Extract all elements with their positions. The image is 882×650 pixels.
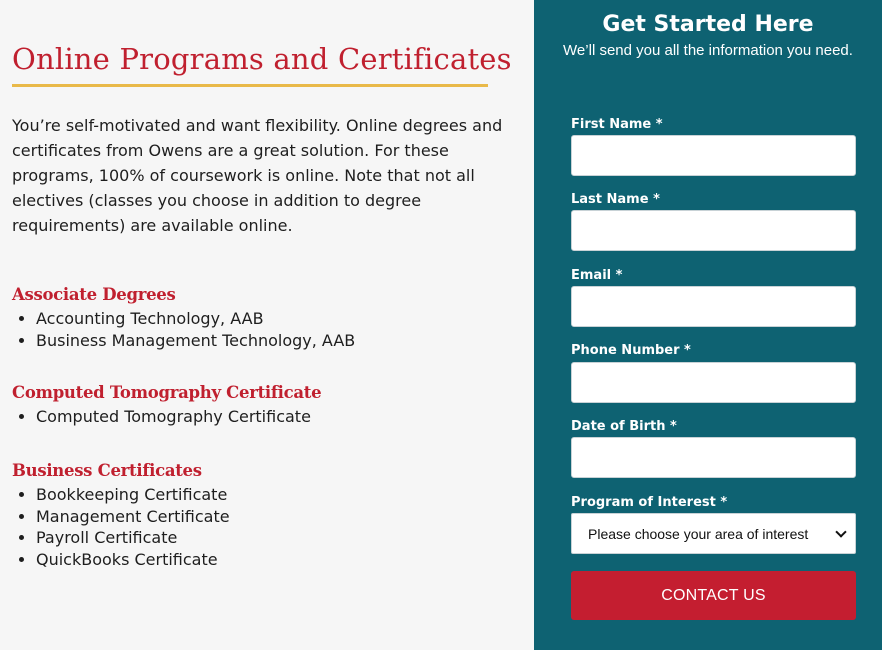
- last-name-field[interactable]: [571, 210, 856, 251]
- program-item-label: Business Management Technology, AAB: [36, 330, 356, 350]
- program-of-interest-label: Program of Interest *: [571, 495, 728, 510]
- title-underline: [12, 84, 488, 87]
- page-title: Online Programs and Certificates: [12, 42, 512, 76]
- date-of-birth-field[interactable]: [571, 437, 856, 478]
- computed-tomography-list: [12, 406, 311, 428]
- first-name-label: First Name *: [571, 117, 663, 132]
- program-item-label: Accounting Technology, AAB: [36, 309, 264, 328]
- list-item: [36, 484, 230, 506]
- email-field[interactable]: [571, 286, 856, 327]
- associate-degrees-list: [12, 308, 355, 351]
- program-item-label: Bookkeeping Certificate: [36, 485, 228, 504]
- program-item-label: Payroll Certificate: [36, 528, 178, 547]
- contact-form-panel: [534, 0, 882, 650]
- section-heading-business-certificates: Business Certificates: [12, 461, 202, 480]
- list-item: [36, 308, 355, 330]
- last-name-label: Last Name *: [571, 192, 660, 207]
- form-subtitle: We’ll send you all the information you need.: [563, 42, 853, 59]
- contact-us-button[interactable]: CONTACT US: [571, 571, 856, 620]
- business-certificates-list: [12, 484, 230, 570]
- email-label: Email *: [571, 268, 623, 283]
- program-select-value: Please choose your area of interest: [588, 525, 809, 542]
- first-name-field[interactable]: [571, 135, 856, 176]
- form-title: Get Started Here: [602, 12, 814, 37]
- program-item-label: Computed Tomography Certificate: [36, 407, 311, 426]
- list-item: [36, 406, 311, 428]
- program-of-interest-select[interactable]: [571, 513, 856, 554]
- program-item-label: Management Certificate: [36, 506, 230, 526]
- program-item-label: QuickBooks Certificate: [36, 549, 218, 569]
- list-item: [36, 527, 230, 549]
- date-of-birth-label: Date of Birth *: [571, 419, 677, 434]
- intro-paragraph: You’re self-motivated and want flexibility. Online degrees and certificates from Owens are a great solution. For these programs, 100% of coursework is online. Note that not all electives (classes you choose in addition to degree requirements) are available online.: [12, 116, 503, 235]
- list-item: [36, 549, 230, 571]
- section-heading-associate-degrees: Associate Degrees: [12, 285, 176, 304]
- phone-number-field[interactable]: [571, 362, 856, 403]
- section-heading-computed-tomography: Computed Tomography Certificate: [12, 383, 322, 402]
- chevron-down-icon: [835, 526, 846, 537]
- list-item: [36, 330, 355, 352]
- list-item: [36, 506, 230, 528]
- phone-number-label: Phone Number *: [571, 343, 691, 358]
